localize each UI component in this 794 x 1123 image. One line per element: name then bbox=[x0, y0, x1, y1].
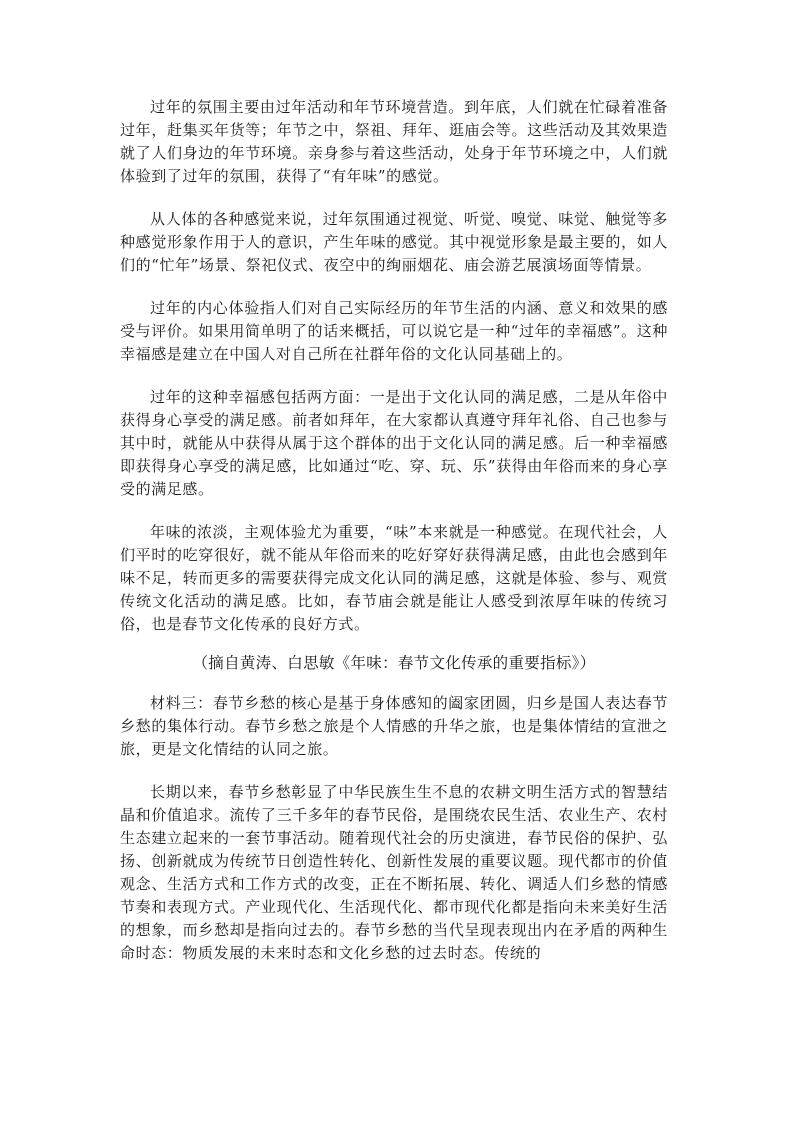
source-citation: （摘自黄涛、白思敏《年味：春节文化传承的重要指标》） bbox=[192, 654, 596, 672]
document-page bbox=[120, 96, 668, 965]
paragraph-festive-atmosphere: 过年的氛围主要由过年活动和年节环境营造。到年底，人们就在忙碌着准备过年，赶集买年货等；年节之中，祭祖、拜年、逛庙会等。这些活动及其效果造就了人们身边的年节环境。亲身参与着这些活动，处身于年节环境之中，人们就体验到了过年的氛围，获得了“有年味”的感觉。 bbox=[120, 98, 668, 185]
material-three-text: 春节乡愁的核心是基于身体感知的阖家团圆，归乡是国人表达春节乡愁的集体行动。春节乡愁之旅是个人情感的升华之旅，也是集体情结的宣泄之旅，更是文化情结的认同之旅。 bbox=[120, 694, 669, 758]
paragraph-inner-experience: 过年的内心体验指人们对自己实际经历的年节生活的内涵、意义和效果的感受与评价。如果用简单明了的话来概括，可以说它是一种“过年的幸福感”。这种幸福感是建立在中国人对自己所在社群年俗的文化认同基础上的。 bbox=[120, 299, 668, 363]
paragraph-happiness: 过年的这种幸福感包括两方面：一是出于文化认同的满足感，二是从年俗中获得身心享受的满足感。前者如拜年，在大家都认真遵守拜年礼俗、自己也参与其中时，就能从中获得从属于这个群体的出于文化认同的满足感。后一种幸福感即获得身心享受的满足感，比如通过“吃、穿、玩、乐”获得由年俗而来的身心享受的满足感。 bbox=[120, 388, 668, 498]
material-three-label: 材料三： bbox=[150, 694, 213, 712]
paragraph-senses: 从人体的各种感觉来说，过年氛围通过视觉、听觉、嗅觉、味觉、触觉等多种感觉形象作用于人的意识，产生年味的感觉。其中视觉形象是最主要的，如人们的“忙年”场景、祭祀仪式、夜空中的绚丽烟花、庙会游艺展演场面等情景。 bbox=[120, 210, 668, 274]
paragraph-material-three bbox=[120, 692, 668, 761]
paragraph-homesickness: 长期以来，春节乡愁彰显了中华民族生生不息的农耕文明生活方式的智慧结晶和价值追求。流传了三千多年的春节民俗，是围绕农民生活、农业生产、农村生态建立起来的一套节事活动。随着现代社会的历史演进，春节民俗的保护、弘扬、创新就成为传统节日创造性转化、创新性发展的重要议题。现代都市的价值观念、生活方式和工作方式的改变，正在不断拓展、转化、调适人们乡愁的情感节奏和表现方式。产业现代化、生活现代化、都市现代化都是指向未来美好生活的想象，而乡愁却是指向过去的。春节乡愁的当代呈现表现出内在矛盾的两种生命时态：物质发展的未来时态和文化乡愁的过去时态。传统的 bbox=[120, 783, 668, 962]
paragraph-nianwei: 年味的浓淡，主观体验尤为重要，“味”本来就是一种感觉。在现代社会，人们平时的吃穿很好，就不能从年俗而来的吃好穿好获得满足感，由此也会感到年味不足，转而更多的需要获得完成文化认同的满足感，这就是体验、参与、观赏传统文化活动的满足感。比如，春节庙会就是能让人感受到浓厚年味的传统习俗，也是春节文化传承的良好方式。 bbox=[120, 523, 668, 633]
